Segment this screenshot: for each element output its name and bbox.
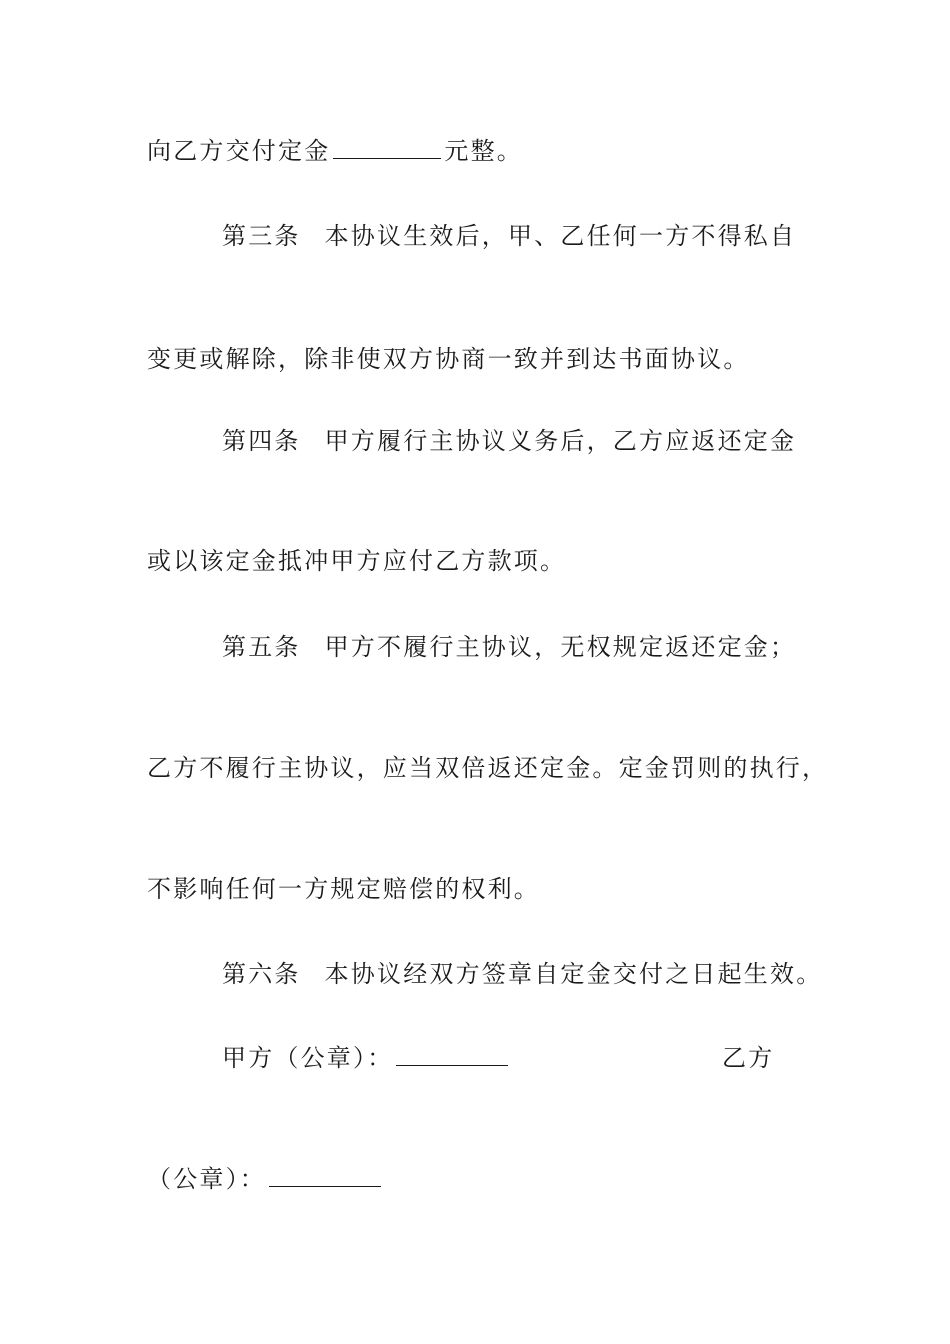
article-3-continued-text: 变更或解除，除非使双方协商一致并到达书面协议。 [147,345,750,373]
article-6 [222,958,822,990]
article-5 [222,631,796,663]
party-b-signature [147,1163,384,1195]
article-4-continued-text: 或以该定金抵冲甲方应付乙方款项。 [147,547,567,575]
party-a-seal-blank [396,1043,508,1066]
article-5-label: 第五条 [222,633,301,661]
party-b-label: 乙方 [722,1044,775,1072]
article-4-text: 甲方履行主协议义务后，乙方应返还定金 [324,427,797,455]
deposit-text-after: 元整。 [444,137,524,165]
party-b-seal-label: （公章）： [147,1165,266,1193]
party-a-label: 甲方（公章）： [222,1044,394,1072]
article-4 [222,425,796,457]
article-5-text: 甲方不履行主协议，无权规定返还定金； [324,633,797,661]
party-a-signature [222,1042,511,1074]
article-3 [222,220,796,252]
article-5-continued-text: 乙方不履行主协议，应当双倍返还定金。定金罚则的执行， [147,754,829,782]
article-4-label: 第四条 [222,427,301,455]
article-5-continued-2-text: 不影响任何一方规定赔偿的权利。 [147,875,540,903]
party-b-seal-blank [269,1164,381,1187]
article-5-continued-2 [147,873,540,905]
deposit-amount-blank [333,136,441,159]
article-6-label: 第六条 [222,960,301,988]
article-6-text: 本协议经双方签章自定金交付之日起生效。 [324,960,823,988]
article-4-continued [147,545,566,577]
article-5-continued [147,752,828,784]
paragraph-deposit-amount [147,135,523,167]
article-3-text: 本协议生效后，甲、乙任何一方不得私自 [324,222,797,250]
deposit-text-before: 向乙方交付定金 [147,137,331,165]
article-3-continued [147,343,750,375]
article-3-label: 第三条 [222,222,301,250]
